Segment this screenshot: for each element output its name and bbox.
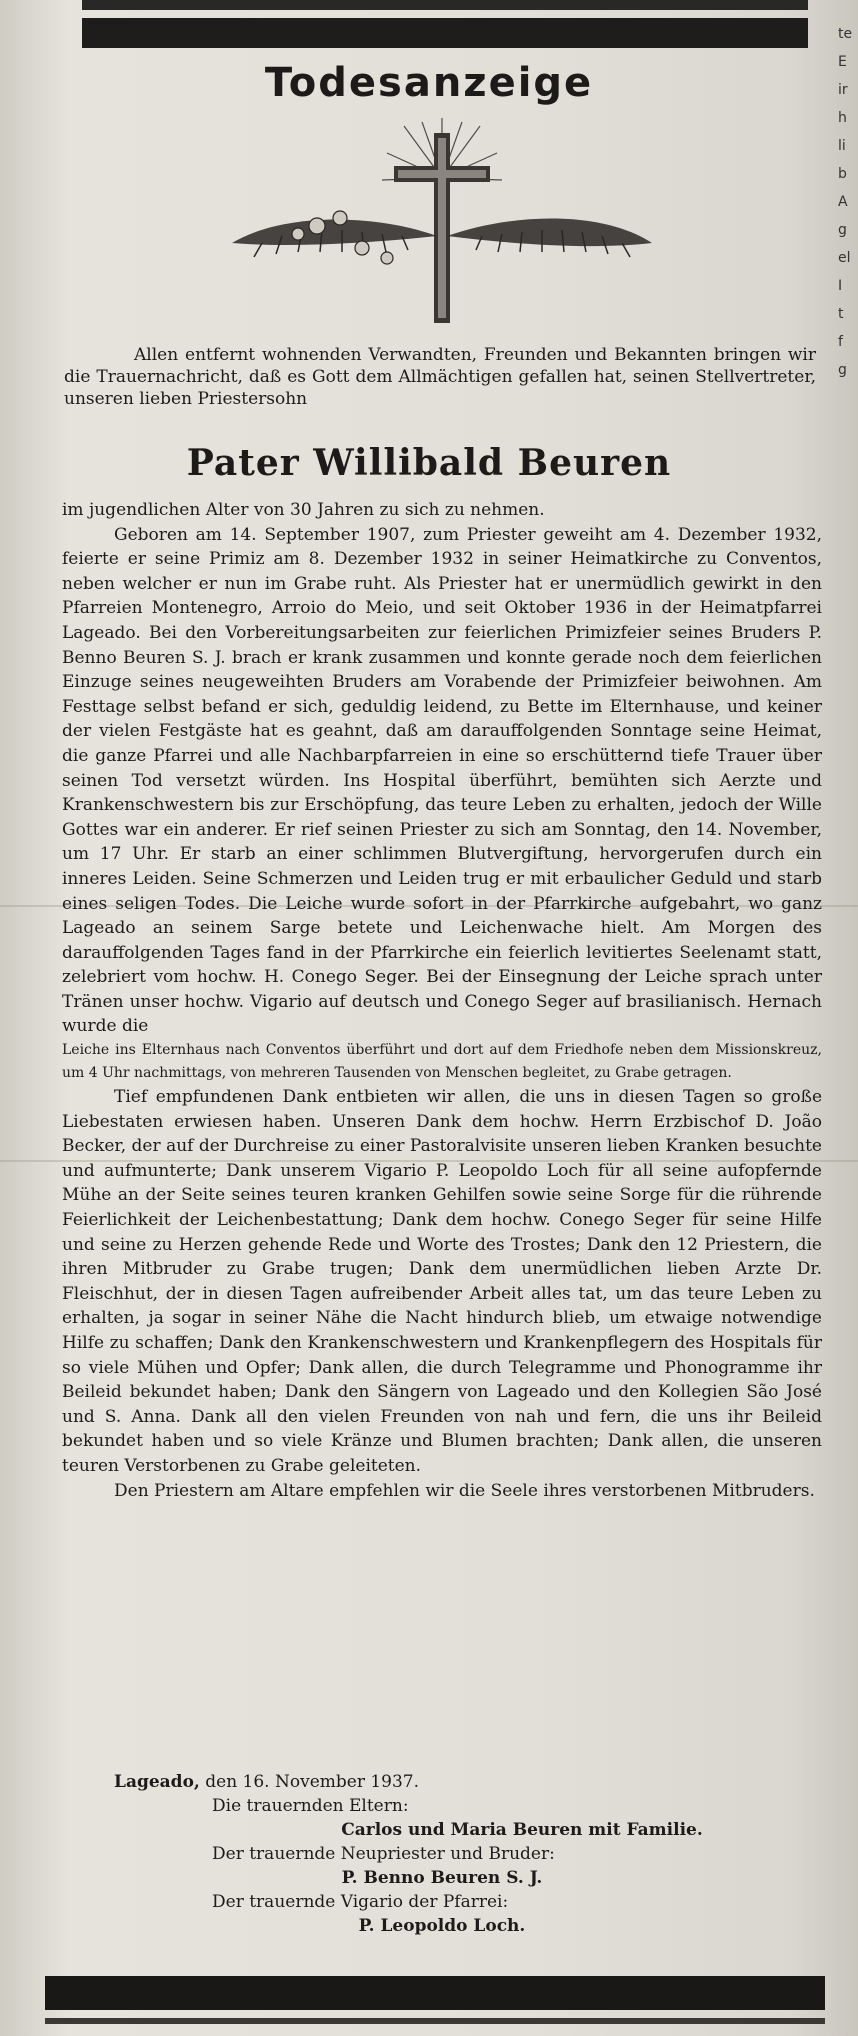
fragment-text: li bbox=[838, 138, 846, 154]
brother-name: P. Benno Beuren S. J. bbox=[341, 1868, 543, 1888]
fragment-text: el bbox=[838, 250, 851, 266]
dateline-date: den 16. November 1937. bbox=[205, 1772, 420, 1792]
body-paragraph: Tief empfundenen Dank entbieten wir allen, die uns in diesen Tagen so große Liebestaten erwiesen haben. Unseren Dank dem hochw. Herrn Erzbischof D. João Becker, der auf der Durchreise zu einer Pastoralvisite unseren lieben Kranken besuchte und aufmunterte; Dank unserem Vigario P. Leopoldo Loch für all seine aufopfernde Mühe an der Seite seines teuren kranken Gehilfen sowie seine Sorge für die rührende Feierlichkeit der Leichenbestattung; Dank dem hochw. Conego Seger für seine Hilfe und seine zu Herzen gehende Rede und Worte des Trostes; Dank den 12 Priestern, die ihren Mitbruder zu Grabe trugen; Dank dem unermüdlichen lieben Arzte Dr. Fleischhut, der in diesen Tagen aufreibender Arbeit alles tat, um das teure Leben zu erhalten, ja sogar in seiner Nähe die Nacht hindurch blieb, um etwaige notwendige Hilfe zu schaffen; Dank den Krankenschwestern und Krankenpflegern des Hospitals für so viele Mühen und Opfer; Dank allen, die durch Telegramme und Phonogramme ihr Beileid bekundet haben; Dank den Sängern von Lageado und den Kollegien São José und S. Anna. Dank all den vielen Freunden von nah und fern, die uns ihr Beileid bekundet haben und so viele Kränze und Blumen brachten; Dank allen, die unseren teuren Verstorbenen zu Grabe geleiteten. bbox=[62, 1087, 822, 1476]
bottom-rule-thin bbox=[45, 2018, 825, 2024]
parents-names: Carlos und Maria Beuren mit Familie. bbox=[341, 1820, 703, 1840]
top-rule bbox=[82, 18, 808, 48]
brother-label: Der trauernde Neupriester und Bruder: bbox=[212, 1844, 555, 1864]
fragment-text: t bbox=[838, 306, 844, 322]
obituary-body bbox=[62, 498, 822, 1503]
fragment-text: A bbox=[838, 194, 848, 210]
fragment-text: g bbox=[838, 362, 847, 378]
dateline bbox=[62, 1770, 822, 1794]
body-paragraph: Den Priestern am Altare empfehlen wir die Seele ihres verstorbenen Mitbruders. bbox=[114, 1480, 815, 1501]
body-paragraph: Geboren am 14. September 1907, zum Priester geweiht am 4. Dezember 1932, feierte er seine Primiz am 8. Dezember 1932 in seiner Heimatkirche zu Conventos, neben welcher er nun im Grabe ruht. Als Priester hat er unermüdlich gewirkt in den Pfarreien Montenegro, Arroio do Meio, und seit Oktober 1936 in der Heimatpfarrei Lageado. Bei den Vorbereitungsarbeiten zur feierlichen Primizfeier seines Bruders P. Benno Beuren S. J. brach er krank zusammen und konnte gerade noch dem feierlichen Einzuge seines neugeweihten Bruders am Vorabende der Primizfeier beiwohnen. Am Festtage selbst befand er sich, geduldig leidend, zu Bette im Elternhause, und keiner der vielen Festgäste hat es geahnt, daß am darauffolgenden Sonntage seine Heimat, die ganze Pfarrei und alle Nachbarpfarreien in eine so erschütternd tiefe Trauer über seinen Tod versetzt würden. Ins Hospital überführt, bemühten sich Aerzte und Krankenschwestern bis zur Erschöpfung, das teure Leben zu erhalten, jedoch der Wille Gottes war ein anderer. Er rief seinen Priester zu sich am Sonntag, den 14. November, um 17 Uhr. Er starb an einer schlimmen Blutvergiftung, hervorgerufen durch ein inneres Leiden. Seine Schmerzen und Leiden trug er mit erbaulicher Geduld und starb eines seligen Todes. Die Leiche wurde sofort in der Pfarrkirche aufgebahrt, wo ganz Lageado an seinem Sarge betete und Leichenwache hielt. Am Morgen des darauffolgenden Tages fand in der Pfarrkirche ein feierlich levitiertes Seelenamt statt, zelebriert vom hochw. H. Conego Seger. Bei der Einsegnung der Leiche sprach unter Tränen unser hochw. Vigario auf deutsch und Conego Seger auf brasilianisch. Hernach wurde die bbox=[62, 524, 822, 1037]
fragment-text: b bbox=[838, 166, 847, 182]
parents-label: Die trauernden Eltern: bbox=[212, 1796, 409, 1816]
top-rule-thin bbox=[82, 0, 808, 10]
fragment-text: h bbox=[838, 110, 847, 126]
signature-block bbox=[62, 1770, 822, 1938]
vicar-name: P. Leopoldo Loch. bbox=[358, 1916, 526, 1936]
deceased-name: Pater Willibald Beuren bbox=[186, 442, 672, 484]
fragment-text: I bbox=[838, 278, 843, 294]
fragment-text: te bbox=[838, 26, 853, 42]
fragment-text: ir bbox=[838, 82, 848, 98]
bottom-rule bbox=[45, 1976, 825, 2010]
intro-paragraph bbox=[64, 344, 816, 410]
dateline-place: Lageado, bbox=[114, 1772, 200, 1792]
fragment-text: g bbox=[838, 222, 847, 238]
fragment-text: E bbox=[838, 54, 847, 70]
fragment-text: f bbox=[838, 334, 843, 350]
vicar-label: Der trauernde Vigario der Pfarrei: bbox=[212, 1892, 509, 1912]
intro-text: Allen entfernt wohnenden Verwandten, Freunden und Bekannten bringen wir die Trauernachricht, daß es Gott dem Allmächtigen gefallen hat, seinen Stellvertreter, unseren lieben Priestersohn bbox=[64, 345, 816, 409]
cross-with-palm-branches-icon bbox=[222, 118, 662, 338]
page-title: Todesanzeige bbox=[264, 60, 594, 106]
body-paragraph: im jugendlichen Alter von 30 Jahren zu sich zu nehmen. bbox=[62, 500, 545, 520]
body-paragraph: Leiche ins Elternhaus nach Conventos überführt und dort auf dem Friedhofe neben dem Missionskreuz, um 4 Uhr nachmittags, von mehreren Tausenden von Menschen begleitet, zu Grabe getragen. bbox=[62, 1042, 822, 1082]
